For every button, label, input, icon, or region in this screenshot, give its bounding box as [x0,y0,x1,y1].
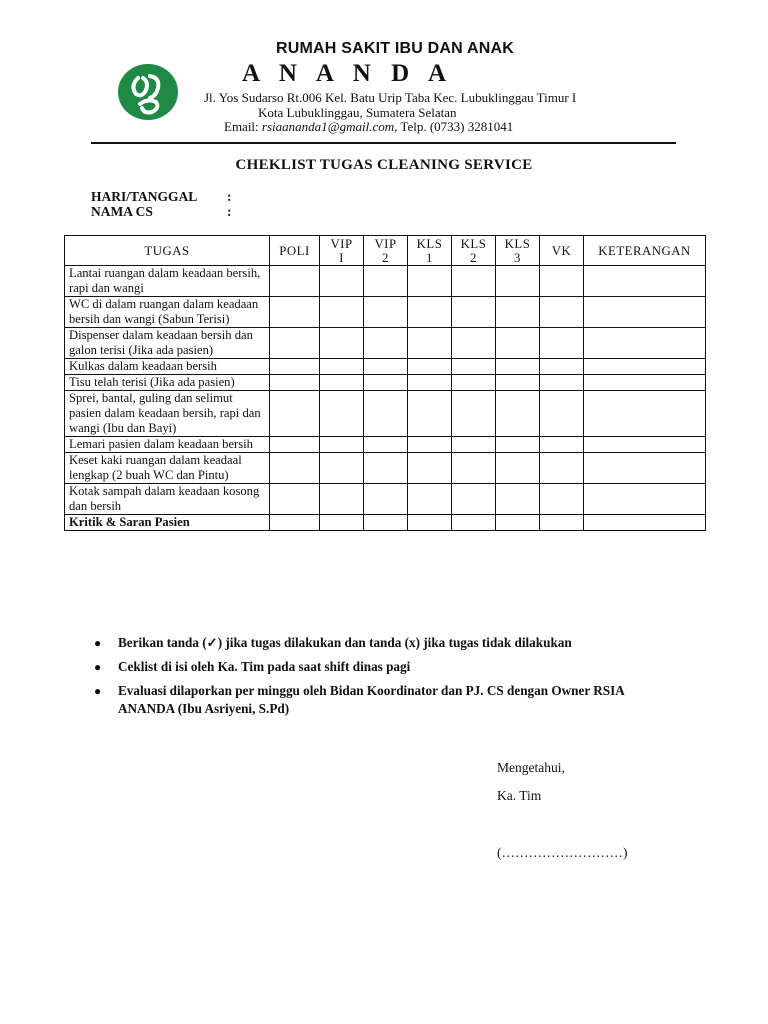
note-text: Berikan tanda (✓) jika tugas dilakukan dan tanda (x) jika tugas tidak dilakukan [118,635,572,650]
field-cs-name [91,204,232,220]
check-cell[interactable] [452,328,496,359]
check-cell[interactable] [270,297,320,328]
contact-line [224,119,513,135]
check-cell[interactable] [364,484,408,515]
check-cell[interactable] [496,266,540,297]
email-address: rsiaananda1@gmail.com [261,119,395,134]
address-line-1: Jl. Yos Sudarso Rt.006 Kel. Batu Urip Taba Kec. Lubuklinggau Timur I [204,90,577,105]
field-cs-name-label: NAMA CS [91,204,153,219]
check-cell[interactable] [364,266,408,297]
field-date-separator: : [227,189,232,204]
task-cell: Kulkas dalam keadaan bersih [65,359,270,375]
remarks-cell[interactable] [584,359,706,375]
check-cell[interactable] [270,453,320,484]
ananda-logo-icon [116,62,180,122]
check-cell[interactable] [270,391,320,437]
check-cell[interactable] [320,297,364,328]
column-header: KLS 2 [452,236,496,266]
hospital-name: RUMAH SAKIT IBU DAN ANAK [276,40,514,57]
check-cell[interactable] [496,453,540,484]
brand-name: A N A N D A [242,60,454,87]
acknowledged-label: Mengetahui, [497,760,565,775]
check-cell[interactable] [408,453,452,484]
team-lead-label: Ka. Tim [497,788,542,803]
check-cell[interactable] [320,266,364,297]
task-cell: Kritik & Saran Pasien [65,515,270,531]
check-cell[interactable] [452,453,496,484]
check-cell[interactable] [408,437,452,453]
field-cs-name-separator: : [227,204,232,219]
table-header-row [65,236,706,266]
address-line-2: Kota Lubuklinggau, Sumatera Selatan [258,105,457,120]
check-cell[interactable] [452,391,496,437]
check-cell[interactable] [496,375,540,391]
check-cell[interactable] [452,515,496,531]
list-item [92,658,698,676]
check-cell[interactable] [496,391,540,437]
remarks-cell[interactable] [584,266,706,297]
check-cell[interactable] [364,375,408,391]
check-cell[interactable] [540,359,584,375]
remarks-cell[interactable] [584,297,706,328]
table-row [65,437,706,453]
table-row [65,453,706,484]
check-cell[interactable] [364,359,408,375]
signature-line[interactable]: (………………………) [497,845,628,860]
check-cell[interactable] [320,375,364,391]
column-header: TUGAS [65,236,270,266]
field-date [91,189,232,205]
table-row [65,375,706,391]
check-cell[interactable] [270,328,320,359]
check-cell[interactable] [320,437,364,453]
check-cell[interactable] [408,266,452,297]
table-row [65,328,706,359]
check-cell[interactable] [320,515,364,531]
checklist-table [64,235,706,531]
table-row [65,359,706,375]
check-cell[interactable] [496,437,540,453]
check-cell[interactable] [364,453,408,484]
check-cell[interactable] [452,266,496,297]
task-cell: Sprei, bantal, guling dan selimut pasien dalam keadaan bersih, rapi dan wangi (Ibu dan Bayi) [65,391,270,437]
check-cell[interactable] [364,515,408,531]
check-cell[interactable] [320,484,364,515]
check-cell[interactable] [270,375,320,391]
email-label: Email: [224,119,262,134]
column-header: VIP I [320,236,364,266]
header-divider [91,142,676,144]
check-cell[interactable] [540,328,584,359]
task-cell: Kotak sampah dalam keadaan kosong dan bersih [65,484,270,515]
column-header: KLS 1 [408,236,452,266]
remarks-cell[interactable] [584,515,706,531]
check-cell[interactable] [408,359,452,375]
remarks-cell[interactable] [584,437,706,453]
check-cell[interactable] [496,484,540,515]
remarks-cell[interactable] [584,484,706,515]
check-cell[interactable] [364,391,408,437]
check-cell[interactable] [496,297,540,328]
table-row [65,484,706,515]
task-cell: Dispenser dalam keadaan bersih dan galon terisi (Jika ada pasien) [65,328,270,359]
check-cell[interactable] [408,297,452,328]
remarks-cell[interactable] [584,391,706,437]
list-item [92,634,698,652]
bullet-icon: ● [94,636,102,650]
check-cell[interactable] [408,328,452,359]
notes-list [92,634,698,724]
check-cell[interactable] [496,515,540,531]
table-row [65,515,706,531]
column-header: VK [540,236,584,266]
check-cell[interactable] [364,297,408,328]
column-header: KETERANGAN [584,236,706,266]
field-date-label: HARI/TANGGAL [91,189,198,204]
table-row [65,297,706,328]
column-header: POLI [270,236,320,266]
bullet-icon: ● [94,684,102,698]
remarks-cell[interactable] [584,453,706,484]
check-cell[interactable] [364,437,408,453]
check-cell[interactable] [320,453,364,484]
check-cell[interactable] [270,484,320,515]
check-cell[interactable] [452,297,496,328]
check-cell[interactable] [452,484,496,515]
table-row [65,266,706,297]
check-cell[interactable] [320,328,364,359]
check-cell[interactable] [496,328,540,359]
check-cell[interactable] [452,437,496,453]
check-cell[interactable] [320,359,364,375]
column-header: VIP 2 [364,236,408,266]
check-cell[interactable] [540,391,584,437]
check-cell[interactable] [408,375,452,391]
check-cell[interactable] [270,266,320,297]
check-cell[interactable] [540,375,584,391]
task-cell: Lantai ruangan dalam keadaan bersih, rapi dan wangi [65,266,270,297]
check-cell[interactable] [540,453,584,484]
check-cell[interactable] [540,266,584,297]
task-cell: WC di dalam ruangan dalam keadaan bersih dan wangi (Sabun Terisi) [65,297,270,328]
check-cell[interactable] [540,437,584,453]
check-cell[interactable] [540,484,584,515]
check-cell[interactable] [270,437,320,453]
check-cell[interactable] [408,515,452,531]
check-cell[interactable] [270,515,320,531]
check-cell[interactable] [452,375,496,391]
task-cell: Lemari pasien dalam keadaan bersih [65,437,270,453]
table-row [65,391,706,437]
note-text: Evaluasi dilaporkan per minggu oleh Bidan Koordinator dan PJ. CS dengan Owner RSIA ANANDA (Ibu Asriyeni, S.Pd) [118,683,625,716]
check-cell[interactable] [452,359,496,375]
check-cell[interactable] [364,328,408,359]
list-item [92,682,678,718]
check-cell[interactable] [408,484,452,515]
phone-number: , Telp. (0733) 3281041 [394,119,514,134]
check-cell[interactable] [540,515,584,531]
remarks-cell[interactable] [584,375,706,391]
bullet-icon: ● [94,660,102,674]
check-cell[interactable] [408,391,452,437]
check-cell[interactable] [270,359,320,375]
note-text: Ceklist di isi oleh Ka. Tim pada saat shift dinas pagi [118,659,411,674]
check-cell[interactable] [540,297,584,328]
task-cell: Keset kaki ruangan dalam keadaal lengkap (2 buah WC dan Pintu) [65,453,270,484]
check-cell[interactable] [496,359,540,375]
task-cell: Tisu telah terisi (Jika ada pasien) [65,375,270,391]
check-cell[interactable] [320,391,364,437]
remarks-cell[interactable] [584,328,706,359]
document-title: CHEKLIST TUGAS CLEANING SERVICE [235,157,533,173]
column-header: KLS 3 [496,236,540,266]
